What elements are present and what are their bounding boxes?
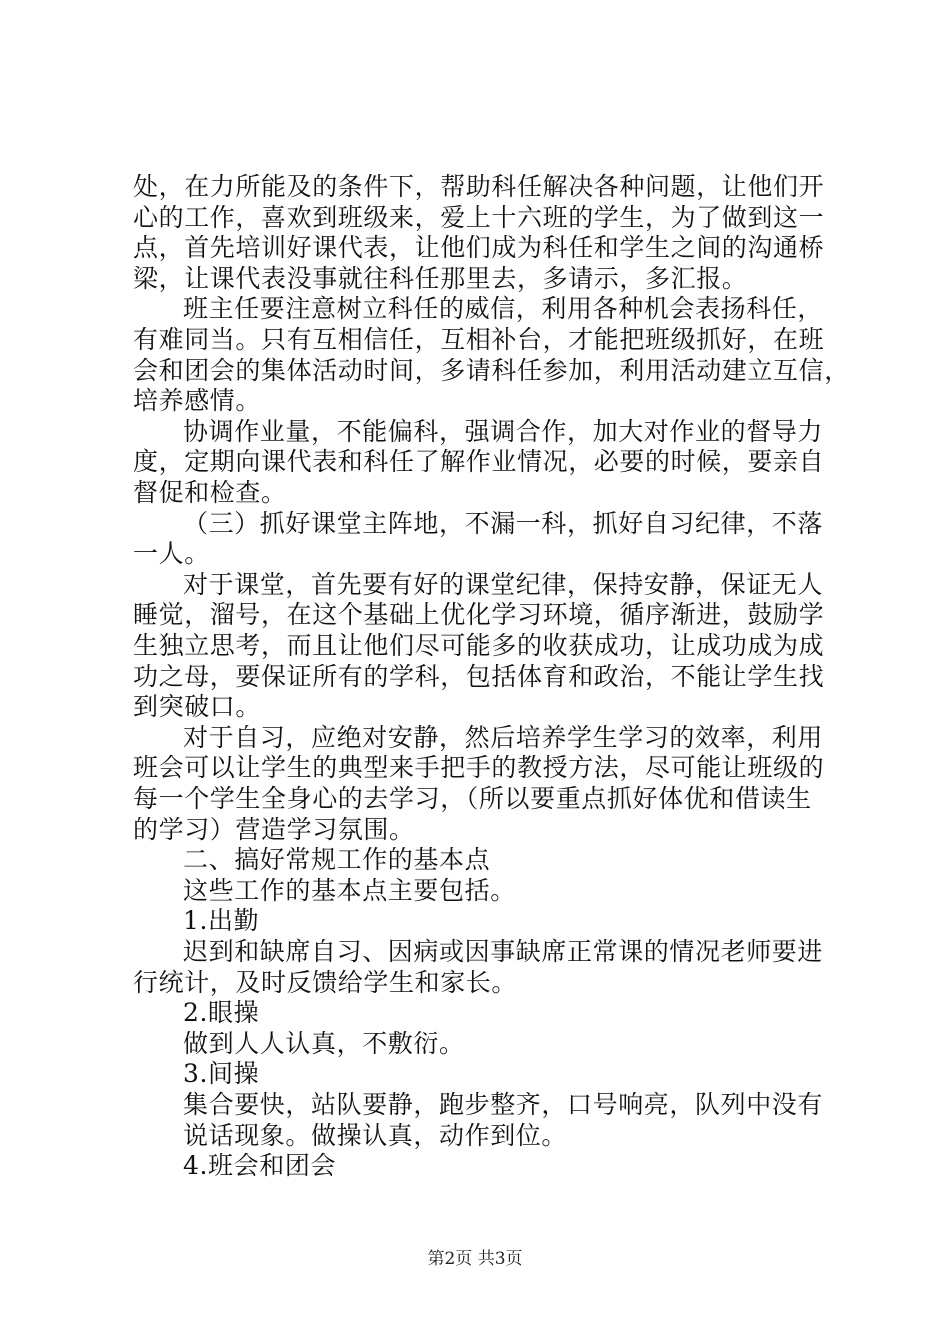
text-line: 到突破口。 (133, 692, 262, 722)
text-line: 心的工作，喜欢到班级来，爱上十六班的学生，为了做到这一 (133, 202, 825, 232)
text-line: 行统计，及时反馈给学生和家长。 (133, 967, 518, 997)
text-line: 2.眼操 (183, 998, 260, 1028)
text-line: 督促和检查。 (133, 478, 287, 507)
text-line: 二、搞好常规工作的基本点 (183, 845, 491, 875)
text-line: 协调作业量，不能偏科，强调合作，加大对作业的督导力 (183, 416, 824, 446)
page-number-footer: 第2页 共3页 (427, 1249, 523, 1269)
text-line: 处，在力所能及的条件下，帮助科任解决各种问题，让他们开 (133, 172, 825, 201)
text-line: 对于课堂，首先要有好的课堂纪律，保持安静，保证无人 (183, 569, 824, 599)
text-line: 睡觉，溜号，在这个基础上优化学习环境，循序渐进，鼓励学 (133, 600, 825, 630)
text-line: 培养感情。 (133, 386, 262, 416)
text-line: 有难同当。只有互相信任，互相补台，才能把班级抓好，在班 (133, 325, 825, 354)
text-line: 点，首先培训好课代表，让他们成为科任和学生之间的沟通桥 (133, 233, 825, 263)
text-line: 这些工作的基本点主要包括。 (183, 875, 516, 905)
text-line: 说话现象。做操认真，动作到位。 (183, 1120, 568, 1150)
text-line: 3.间操 (183, 1059, 260, 1089)
text-line: （三）抓好课堂主阵地，不漏一科，抓好自习纪律，不落 (183, 508, 824, 538)
text-line: 生独立思考，而且让他们尽可能多的收获成功，让成功成为成 (133, 631, 825, 660)
text-line: 做到人人认真，不敷衍。 (183, 1028, 465, 1058)
text-line: 会和团会的集体活动时间，多请科任参加，利用活动建立互信， (133, 355, 850, 385)
text-line: 度，定期向课代表和科任了解作业情况，必要的时候，要亲自 (133, 447, 825, 477)
text-line: 对于自习，应绝对安静，然后培养学生学习的效率，利用 (183, 722, 824, 752)
text-line: 班主任要注意树立科任的威信，利用各种机会表扬科任， (183, 294, 824, 324)
text-line: 的学习）营造学习氛围。 (133, 814, 415, 844)
text-line: 1.出勤 (183, 906, 260, 936)
text-line: 班会可以让学生的典型来手把手的教授方法，尽可能让班级的 (133, 753, 825, 783)
text-line: 一人。 (133, 539, 210, 569)
text-line: 迟到和缺席自习、因病或因事缺席正常课的情况老师要进 (183, 937, 824, 966)
text-line: 每一个学生全身心的去学习，（所以要重点抓好体优和借读生 (133, 784, 812, 813)
text-line: 梁，让课代表没事就往科任那里去，多请示，多汇报。 (133, 263, 748, 293)
text-line: 4.班会和团会 (183, 1151, 337, 1181)
text-line: 功之母，要保证所有的学科，包括体育和政治，不能让学生找 (133, 661, 825, 691)
text-line: 集合要快，站队要静，跑步整齐，口号响亮，队列中没有 (183, 1090, 824, 1119)
